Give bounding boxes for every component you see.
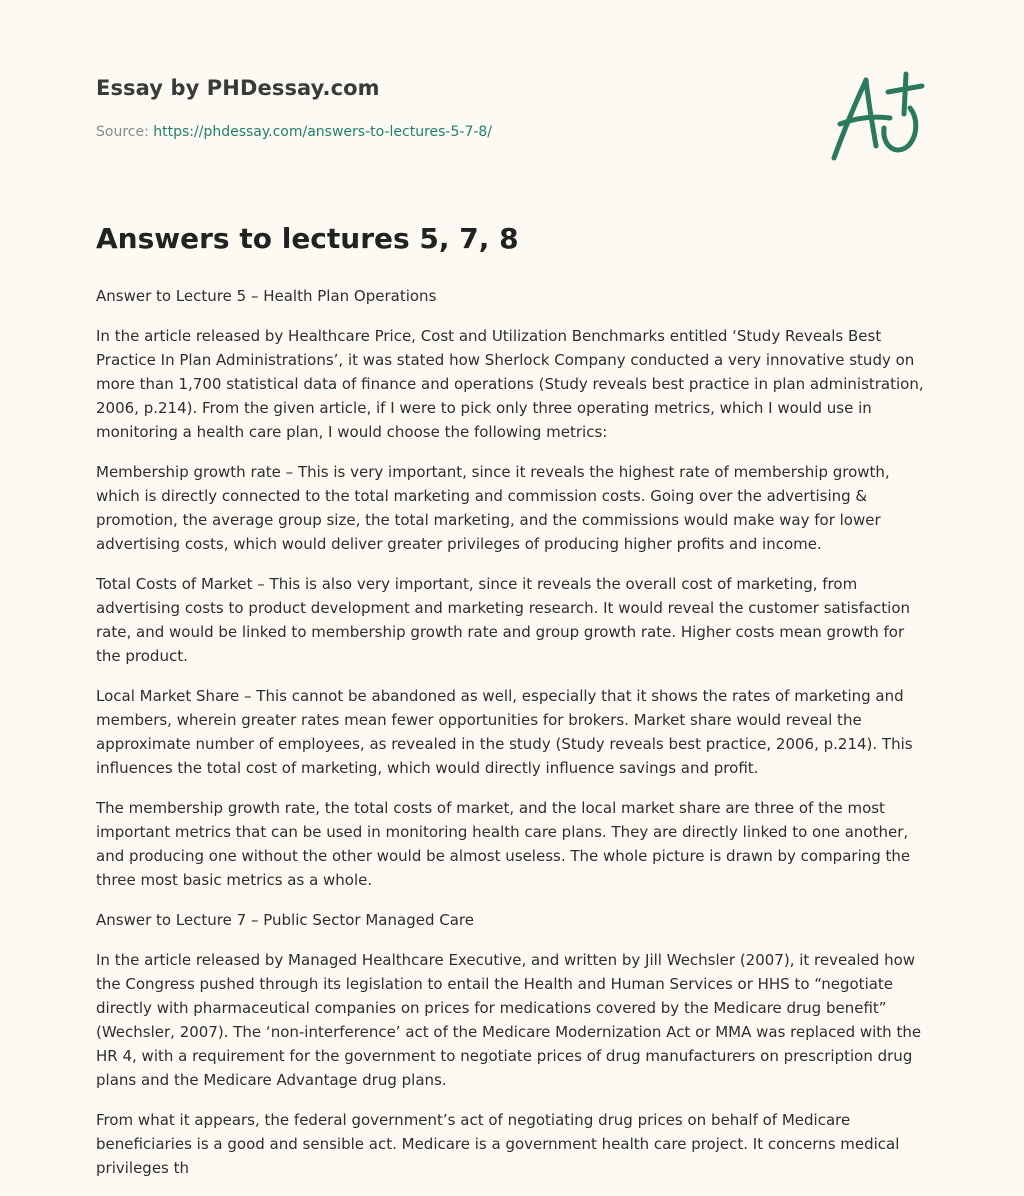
paragraph: In the article released by Managed Healthcare Executive, and written by Jill Wechsler (2007), it revealed how the Congress pushed through its legislation to entail the Health and Human Services or HHS to “negotiate directly with pharmaceutical companies on prices for medications covered by the Medicare drug benefit” (Wechsler, 2007). The ‘non-interference’ act of the Medicare Modernization Act or MMA was replaced with the HR 4, with a requirement for the government to negotiate prices of drug manufacturers on prescription drug plans and the Medicare Advantage drug plans.: [96, 951, 922, 1089]
section-heading-lecture-5: Answer to Lecture 5 – Health Plan Operations: [96, 287, 437, 305]
paragraph: Total Costs of Market – This is also very important, since it reveals the overall cost of marketing, from advertising costs to product development and marketing research. It would reveal the customer satisfaction rate, and would be linked to membership growth rate and group growth rate. Higher costs mean growth for the product.: [96, 575, 911, 665]
a-plus-logo: [826, 66, 926, 166]
paragraph: Membership growth rate – This is very important, since it reveals the highest rate of membership growth, which is directly connected to the total marketing and commission costs. Going over the advertising & promotion, the average group size, the total marketing, and the commissions would make way for lower advertising costs, which would deliver greater privileges of producing higher profits and income.: [96, 463, 890, 553]
brand-name: Essay by PHDessay.com: [96, 76, 380, 100]
source-label: Source:: [96, 124, 154, 140]
source-link[interactable]: https://phdessay.com/answers-to-lectures-5-7-8/: [153, 124, 493, 140]
page-header: [96, 0, 936, 200]
section-heading-lecture-7: Answer to Lecture 7 – Public Sector Managed Care: [96, 911, 474, 929]
essay-title: Answers to lectures 5, 7, 8: [96, 222, 519, 255]
paragraph: The membership growth rate, the total costs of market, and the local market share are three of the most important metrics that can be used in monitoring health care plans. They are directly linked to one another, and producing one without the other would be almost useless. The whole picture is drawn by comparing the three most basic metrics as a whole.: [96, 799, 911, 889]
paragraph: In the article released by Healthcare Price, Cost and Utilization Benchmarks entitled ‘Study Reveals Best Practice In Plan Administrations’, it was stated how Sherlock Company conducted a very innovative study on more than 1,700 statistical data of finance and operations (Study reveals best practice in plan administration, 2006, p.214). From the given article, if I were to pick only three operating metrics, which I would use in monitoring a health care plan, I would choose the following metrics:: [96, 327, 924, 441]
essay-body: [96, 284, 932, 1196]
source-line: [96, 124, 492, 140]
paragraph: From what it appears, the federal government’s act of negotiating drug prices on behalf of Medicare beneficiaries is a good and sensible act. Medicare is a government health care project. It concerns medical privileges th: [96, 1111, 900, 1177]
paragraph: Local Market Share – This cannot be abandoned as well, especially that it shows the rates of marketing and members, wherein greater rates mean fewer opportunities for brokers. Market share would reveal the approximate number of employees, as revealed in the study (Study reveals best practice, 2006, p.214). This influences the total cost of marketing, which would directly influence savings and profit.: [96, 687, 913, 777]
